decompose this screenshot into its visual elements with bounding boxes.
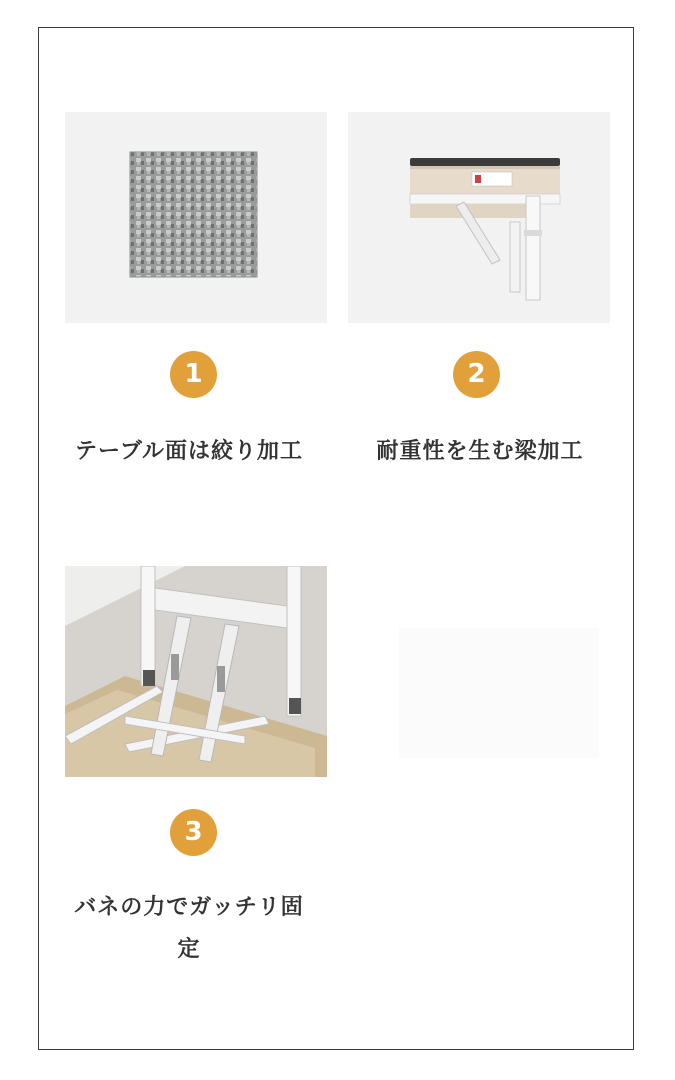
feature-card-1 [65,112,327,323]
number-badge-2: 2 [453,351,500,398]
feature-caption-1: テーブル面は絞り加工 [74,439,304,464]
feature-image-2 [348,112,610,323]
feature-panel [38,27,634,1050]
feature-card-2 [348,112,610,323]
feature-caption-3: バネの力でガッチリ固定 [74,895,304,962]
table-beam-icon [348,112,610,323]
spring-lock-icon [65,566,327,777]
number-badge-3: 3 [170,809,217,856]
feature-card-3 [65,566,327,777]
embossed-texture-icon [65,112,327,323]
feature-caption-2: 耐重性を生む梁加工 [376,439,584,464]
feature-image-3 [65,566,327,777]
feature-image-1 [65,112,327,323]
faded-placeholder [399,628,599,758]
number-badge-1: 1 [170,351,217,398]
